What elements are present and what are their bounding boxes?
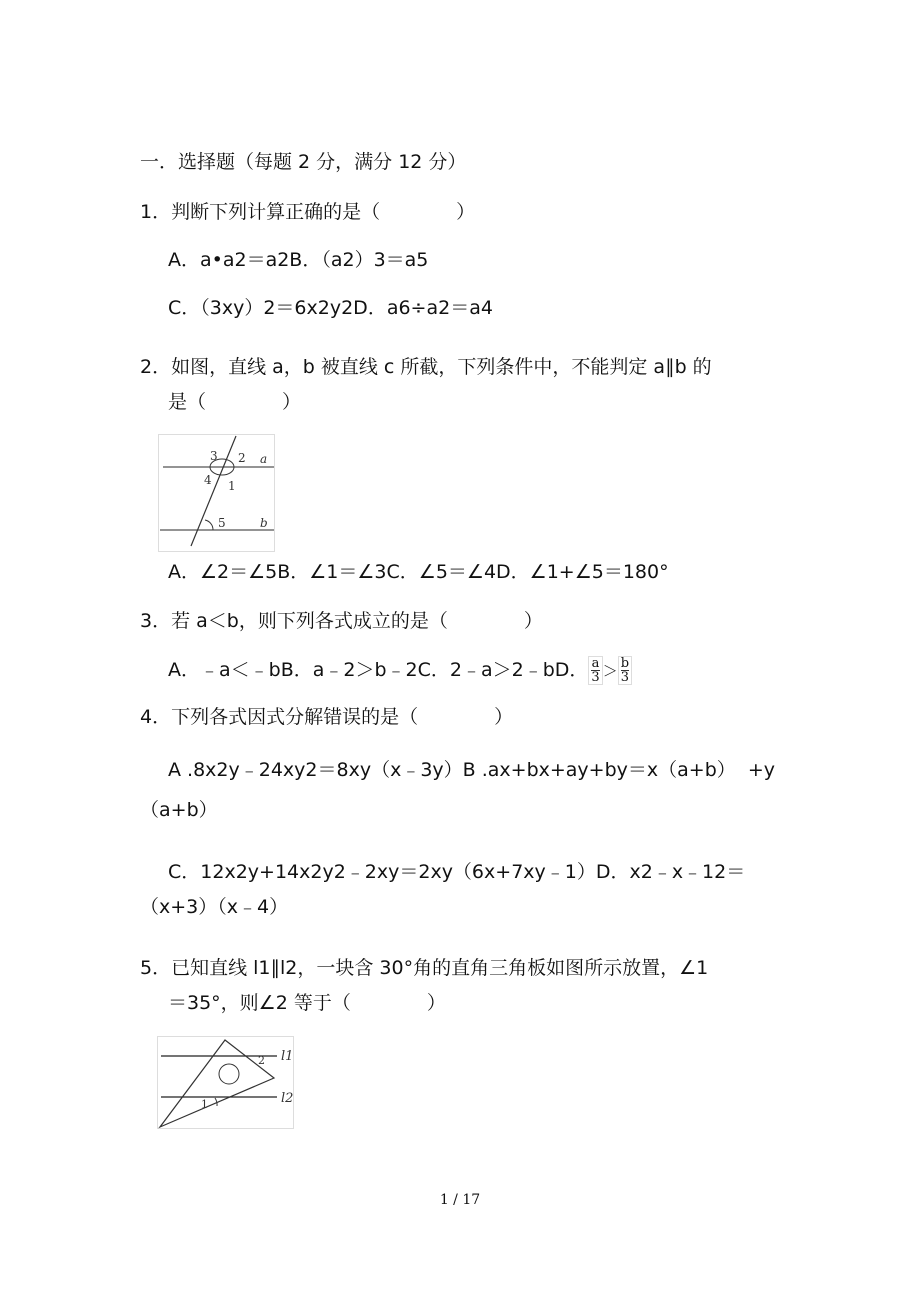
question-2-stem: 2．如图，直线 a，b 被直线 c 所截，下列条件中，不能判定 a∥b 的 — [140, 356, 712, 378]
question-4-options-ab: A .8x2y﹣24xy2＝8xy（x﹣3y）B .ax+bx+ay+by＝x（a+b） +y — [168, 759, 776, 781]
svg-text:1: 1 — [228, 479, 236, 493]
svg-text:a: a — [260, 452, 268, 466]
svg-text:4: 4 — [204, 473, 212, 487]
question-3-options — [168, 656, 632, 685]
question-5-stem: 5．已知直线 l1∥l2，一块含 30°角的直角三角板如图所示放置，∠1 — [140, 957, 709, 979]
svg-text:5: 5 — [218, 516, 226, 530]
question-1-options-cd: C．（3xy）2＝6x2y2D．a6÷a2＝a4 — [168, 297, 493, 319]
fraction-a-over-3: $\frac{a}{3}$ — [588, 656, 602, 685]
question-2-stem-cont: 是（ ） — [168, 391, 302, 413]
question-1-options-ab: A．a•a2＝a2B．（a2）3＝a5 — [168, 249, 429, 271]
question-5-stem-cont: ＝35°，则∠2 等于（ ） — [168, 992, 446, 1014]
parallel-lines-figure — [158, 434, 276, 552]
question-4-stem: 4．下列各式因式分解错误的是（ ） — [140, 706, 514, 728]
question-4-options-cd-cont: （x+3）（x﹣4） — [140, 896, 289, 918]
svg-text:b: b — [260, 516, 268, 530]
greater-than: ＞ — [602, 662, 618, 680]
question-4-options-cd: C．12x2y+14x2y2﹣2xy＝2xy（6x+7xy﹣1）D．x2﹣x﹣12＝ — [168, 861, 746, 883]
question-4-options-ab-cont: （a+b） — [140, 799, 218, 821]
page-number: 1 / 17 — [439, 1192, 481, 1208]
question-1-stem: 1．判断下列计算正确的是（ ） — [140, 201, 476, 223]
triangle-ruler-figure — [157, 1036, 297, 1130]
svg-text:l1: l1 — [281, 1049, 294, 1064]
svg-text:3: 3 — [210, 449, 218, 463]
section-title: 一．选择题（每题 2 分，满分 12 分） — [140, 151, 467, 173]
fraction-b-over-3: $\frac{b}{3}$ — [618, 656, 632, 685]
question-3-options-text: A．﹣a＜﹣bB．a﹣2＞b﹣2C．2﹣a＞2﹣bD． — [168, 659, 589, 681]
svg-text:l2: l2 — [281, 1091, 294, 1106]
question-3-stem: 3．若 a＜b，则下列各式成立的是（ ） — [140, 610, 543, 632]
svg-text:2: 2 — [238, 451, 246, 465]
svg-text:1: 1 — [201, 1098, 208, 1111]
svg-text:2: 2 — [258, 1054, 265, 1067]
question-2-options: A．∠2＝∠5B．∠1＝∠3C．∠5＝∠4D．∠1+∠5＝180° — [168, 561, 669, 583]
